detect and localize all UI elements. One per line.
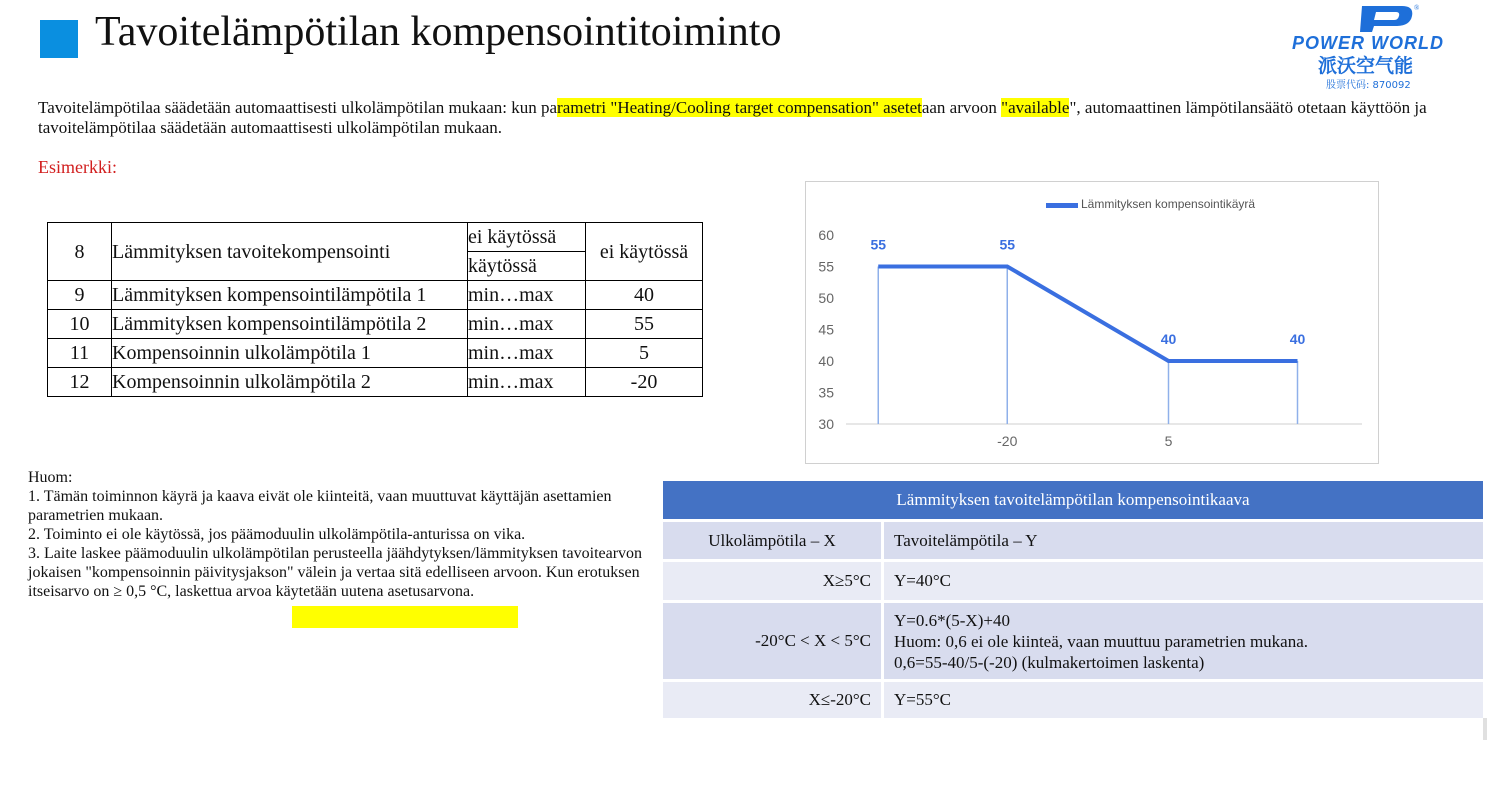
x-tick-label: -20: [997, 433, 1018, 449]
parameters-table: [47, 222, 703, 397]
param-number: 12: [48, 368, 112, 397]
table-row: [48, 223, 703, 252]
compensation-chart: [805, 181, 1379, 464]
table-row: [663, 562, 1483, 603]
data-label: 40: [1160, 331, 1177, 347]
param-value: -20: [586, 368, 703, 397]
table-row: [663, 481, 1483, 522]
series-line: [878, 267, 1297, 362]
formula-note: Huom: 0,6 ei ole kiinteä, vaan muuttuu parametrien mukana.: [894, 631, 1309, 651]
data-label: 40: [1289, 331, 1306, 347]
param-name: Lämmityksen kompensointilämpötila 2: [112, 310, 468, 339]
param-name: Kompensoinnin ulkolämpötila 1: [112, 339, 468, 368]
table-row: [48, 281, 703, 310]
intro-text-2: aan arvoon: [921, 98, 1002, 117]
formula-derivation: 0,6=55-40/5-(-20) (kulmakertoimen laskenta): [894, 652, 1205, 672]
param-name: Kompensoinnin ulkolämpötila 2: [112, 368, 468, 397]
stock-code: 股票代码: 870092: [1326, 80, 1411, 91]
intro-text-3: ", automaattinen lämpötilansäätö otetaan käyttöön ja tavoitelämpötilaa säädetään automaattisesti ulkolämpötilan mukaan.: [38, 98, 1427, 137]
table-row: [663, 682, 1483, 721]
param-option: käytössä: [468, 252, 586, 281]
y-tick-label: 35: [818, 384, 834, 401]
formula-y: Y=55°C: [884, 682, 1483, 721]
chart-svg: [806, 182, 1378, 463]
data-label: 55: [870, 236, 887, 253]
data-label: 55: [999, 236, 1016, 253]
param-name: Lämmityksen kompensointilämpötila 1: [112, 281, 468, 310]
y-tick-label: 45: [818, 321, 834, 338]
formula-y: Y=40°C: [884, 562, 1483, 603]
x-tick-label: 5: [1164, 433, 1173, 449]
example-label: Esimerkki:: [38, 157, 117, 177]
reg-mark: ®: [1414, 4, 1420, 12]
note-item: 1. Tämän toiminnon käyrä ja kaava eivät ole kiinteitä, vaan muuttuvat käyttäjän asettamien parametrien mukaan.: [28, 488, 612, 524]
param-value: 40: [586, 281, 703, 310]
brand-chinese: 派沃空气能: [1318, 55, 1414, 77]
note-highlight: [292, 606, 518, 628]
column-header-y: Tavoitelämpötila – Y: [884, 522, 1483, 562]
logo: [1290, 2, 1480, 92]
legend-swatch: [1046, 203, 1078, 208]
legend-label: Lämmityksen kompensointikäyrä: [1081, 197, 1256, 211]
param-option: ei käytössä: [468, 223, 586, 252]
table-row: [663, 603, 1483, 682]
formula-x: X≤-20°C: [663, 682, 884, 721]
brand-name: POWER WORLD: [1292, 33, 1444, 53]
intro-highlight-1: rametri "Heating/Cooling target compensation" asetet: [557, 98, 922, 117]
y-tick-label: 60: [818, 227, 834, 243]
intro-highlight-2: "available: [1001, 98, 1070, 117]
param-number: 10: [48, 310, 112, 339]
param-number: 9: [48, 281, 112, 310]
table-row: [48, 310, 703, 339]
table-row: [48, 368, 703, 397]
note-item: 3. Laite laskee päämoduulin ulkolämpötilan perusteella jäähdytyksen/lämmityksen tavoitearvon jokaisen "kompensoinnin päivitysjakson" välein ja vertaa sitä edelliseen arvoon. Kun erotuksen itseisarvo on ≥ 0,5 °C, laskettua arvoa käytetään uutena asetusarvona.: [28, 545, 643, 600]
param-value: 55: [586, 310, 703, 339]
param-value: ei käytössä: [586, 223, 703, 281]
scrollbar-stub[interactable]: [1483, 718, 1487, 740]
table-row: [663, 522, 1483, 562]
y-tick-label: 55: [818, 258, 834, 275]
column-header-x: Ulkolämpötila – X: [663, 522, 884, 562]
formula-x: -20°C < X < 5°C: [663, 603, 884, 682]
page-title: Tavoitelämpötilan kompensointitoiminto: [95, 9, 782, 55]
param-value: 5: [586, 339, 703, 368]
intro-paragraph: [38, 98, 1478, 138]
intro-text-1: Tavoitelämpötilaa säädetään automaattisesti ulkolämpötilan mukaan: kun pa: [38, 98, 558, 117]
param-range: min…max: [468, 368, 586, 397]
formula-table-title: Lämmityksen tavoitelämpötilan kompensointikaava: [663, 481, 1483, 522]
formula-x: X≥5°C: [663, 562, 884, 603]
table-row: [48, 339, 703, 368]
param-number: 11: [48, 339, 112, 368]
power-world-logo-icon: [1290, 2, 1480, 92]
notes-title: Huom:: [28, 469, 73, 486]
y-tick-label: 40: [818, 353, 834, 369]
formula-y: [884, 603, 1483, 682]
title-bullet: [40, 20, 78, 58]
param-range: min…max: [468, 339, 586, 368]
param-range: min…max: [468, 281, 586, 310]
formula-table: [663, 481, 1483, 721]
param-number: 8: [48, 223, 112, 281]
y-tick-label: 30: [818, 416, 834, 432]
param-name: Lämmityksen tavoitekompensointi: [112, 223, 468, 281]
notes-section: [28, 468, 668, 601]
note-item: 2. Toiminto ei ole käytössä, jos päämoduulin ulkolämpötila-anturissa on vika.: [28, 526, 526, 543]
formula-line: Y=0.6*(5-X)+40: [894, 610, 1010, 630]
param-range: min…max: [468, 310, 586, 339]
y-tick-label: 50: [818, 290, 834, 306]
